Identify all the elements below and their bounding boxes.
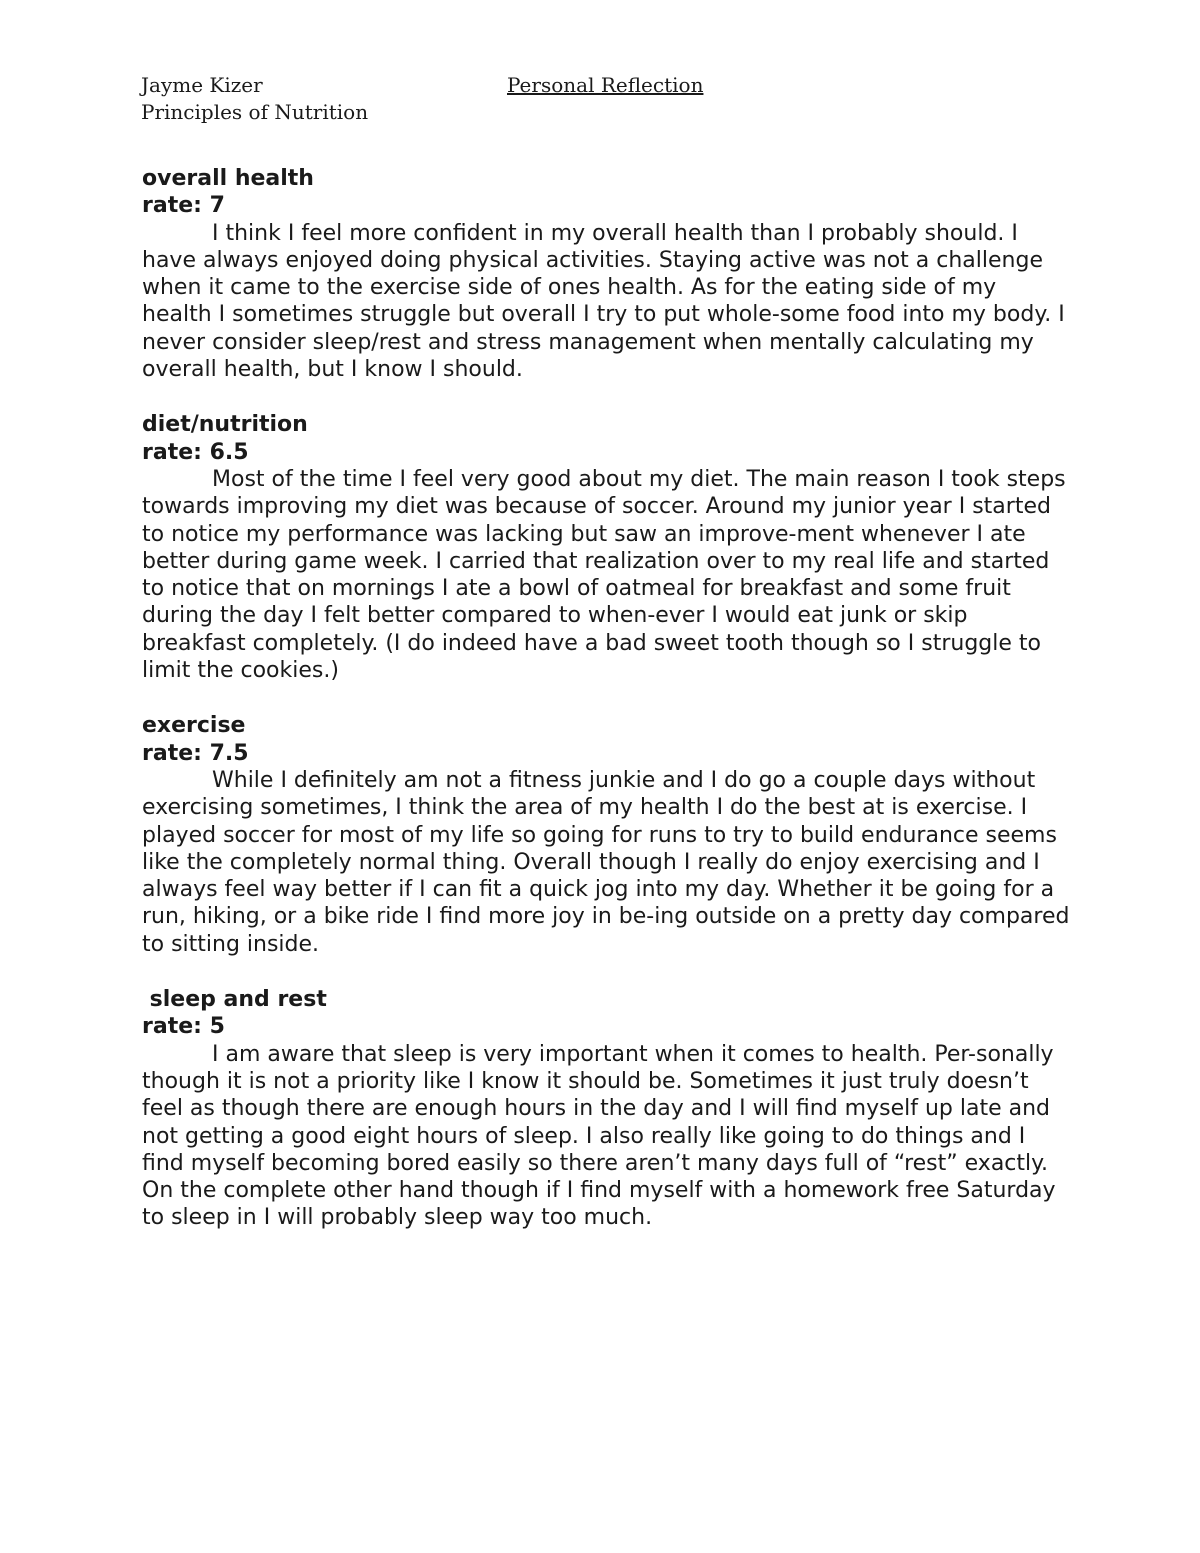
section-paragraph: I think I feel more confident in my overall health than I probably should. I have always enjoyed doing physical activities. Staying active was not a challenge when it came to the exercise side of ones health. As for the eating side of my health I sometimes struggle but overall I try to put whole-some food into my body. I never consider sleep/rest and stress management when mentally calculating my overall health, but I know I should. xyxy=(142,220,1065,383)
section-paragraph: While I definitely am not a fitness junkie and I do go a couple days without exercising sometimes, I think the area of my health I do the best at is exercise. I played soccer for most of my life so going for runs to try to build endurance seems like the completely normal thing. Overall though I really do enjoy exercising and I always feel way better if I can fit a quick jog into my day. Whether it be going for a run, hiking, or a bike ride I find more joy in be-ing outside on a pretty day compared to sitting inside. xyxy=(142,767,1070,957)
author-name: Jayme Kizer xyxy=(141,73,263,97)
section-sleep-rest xyxy=(142,986,1072,1232)
section-diet-nutrition xyxy=(142,411,1072,684)
section-rating: rate: 5 xyxy=(142,1014,225,1040)
document-title: Personal Reflection xyxy=(507,73,704,97)
section-rating: rate: 7.5 xyxy=(142,740,249,766)
section-paragraph: I am aware that sleep is very important when it comes to health. Per-sonally though it is not a priority like I know it should be. Sometimes it just truly doesn’t feel as though there are enough hours in the day and I will find myself up late and not getting a good eight hours of sleep. I also really like going to do things and I find myself becoming bored easily so there aren’t many days full of “rest” exactly. On the complete other hand though if I find myself with a homework free Saturday to sleep in I will probably sleep way too much. xyxy=(142,1041,1056,1231)
section-heading: exercise xyxy=(142,713,246,739)
section-overall-health xyxy=(142,165,1072,383)
course-name: Principles of Nutrition xyxy=(141,100,369,124)
section-paragraph: Most of the time I feel very good about my diet. The main reason I took steps towards improving my diet was because of soccer. Around my junior year I started to notice my performance was lacking but saw an improve-ment whenever I ate better during game week. I carried that realization over to my real life and started to notice that on mornings I ate a bowl of oatmeal for breakfast and some fruit during the day I felt better compared to when-ever I would eat junk or skip breakfast completely. (I do indeed have a bad sweet tooth though so I struggle to limit the cookies.) xyxy=(142,466,1066,684)
section-rating: rate: 6.5 xyxy=(142,439,249,465)
section-rating: rate: 7 xyxy=(142,193,225,219)
section-heading: sleep and rest xyxy=(142,987,327,1013)
section-heading: overall health xyxy=(142,166,314,191)
document-body xyxy=(142,165,1072,1260)
section-heading: diet/nutrition xyxy=(142,412,308,438)
section-exercise xyxy=(142,712,1072,958)
